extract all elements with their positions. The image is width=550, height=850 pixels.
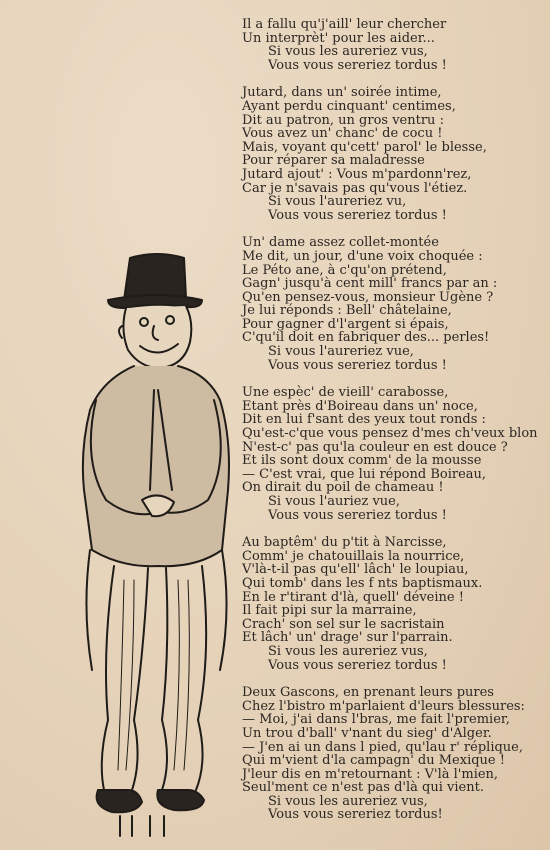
verse-line: N'est-c' pas qu'la couleur en est douce ? <box>242 439 508 455</box>
verse-line: Qu'en pensez-vous, monsieur Ugène ? <box>242 289 494 305</box>
verse-line: Pour gagner d'l'argent si épais, <box>242 316 449 332</box>
refrain-line: Vous vous sereriez tordus ! <box>268 357 447 373</box>
verse-line: V'là-t-il pas qu'ell' lâch' le loupiau, <box>242 562 469 578</box>
verse-line: Un' dame assez collet-montée <box>242 235 439 251</box>
refrain-line: Vous vous sereriez tordus! <box>268 807 443 823</box>
verse-line: Ayant perdu cinquant' centimes, <box>242 98 456 114</box>
stanza <box>242 536 542 672</box>
verse-line: Qui m'vient d'la campagn' du Mexique ! <box>242 753 505 769</box>
verse-line: Etant près d'Boireau dans un' noce, <box>242 398 478 414</box>
verse-line: Mais, voyant qu'cett' parol' le blesse, <box>242 139 487 155</box>
verse-line: Me dit, un jour, d'une voix choquée : <box>242 248 483 264</box>
verse-line: Jutard ajout' : Vous m'pardonn'rez, <box>242 166 472 182</box>
verse-line: En le r'tirant d'là, quell' déveine ! <box>242 589 464 605</box>
verse-line: Une espèc' de vieill' carabosse, <box>242 385 449 401</box>
verse-line: — J'en ai un dans l pied, qu'lau r' réplique, <box>242 739 523 755</box>
refrain-line: Vous vous sereriez tordus ! <box>268 657 447 673</box>
verse-line: — C'est vrai, que lui répond Boireau, <box>242 466 487 482</box>
stanza <box>242 686 542 822</box>
verse-line: Et ils sont doux comm' de la mousse <box>242 453 482 469</box>
verse-line: Je lui réponds : Bell' châtelaine, <box>242 303 452 319</box>
stanza <box>242 86 542 222</box>
stanza <box>242 236 542 372</box>
man-in-top-hat-illustration <box>62 250 242 840</box>
verse-line: J'leur dis en m'retournant : V'là l'mien, <box>242 766 499 782</box>
verse-line: Au baptêm' du p'tit à Narcisse, <box>242 535 447 551</box>
verse-line: — Moi, j'ai dans l'bras, me fait l'premier, <box>242 712 510 728</box>
refrain-line: Vous vous sereriez tordus ! <box>268 207 447 223</box>
verse-line: Chez l'bistro m'parlaient d'leurs blessures: <box>242 698 525 714</box>
refrain-line: Si vous les aureriez vus, <box>268 44 428 60</box>
verse-line: On dirait du poil de chameau ! <box>242 480 444 496</box>
refrain-line: Si vous les aureriez vus, <box>268 643 428 659</box>
refrain-line: Si vous l'aureriez vu, <box>268 194 407 210</box>
verse-line: Un trou d'ball' v'nant du sieg' d'Alger. <box>242 725 492 741</box>
verse-line: Il a fallu qu'j'aill' leur chercher <box>242 17 447 32</box>
stanza <box>242 386 542 522</box>
verse-line: Dit en lui f'sant des yeux tout ronds : <box>242 412 486 428</box>
refrain-line: Si vous l'aureriez vue, <box>268 344 414 360</box>
verse-line: Qui tomb' dans les f nts baptismaux. <box>242 575 483 591</box>
refrain-line: Vous vous sereriez tordus ! <box>268 507 447 523</box>
verse-line: C'qu'il doit en fabriquer des... perles! <box>242 330 490 346</box>
verse-line: Le Péto ane, à c'qu'on prétend, <box>242 262 447 278</box>
verse-line: Qu'est-c'que vous pensez d'mes ch'veux blon <box>242 426 538 442</box>
verse-line: Jutard, dans un' soirée intime, <box>242 85 442 101</box>
verse-line: Pour réparer sa maladresse <box>242 153 425 169</box>
verse-line: Seul'ment ce n'est pas d'là qui vient. <box>242 780 484 796</box>
verse-line: Crach' son sel sur le sacristain <box>242 616 445 632</box>
verse-line: Il fait pipi sur la marraine, <box>242 603 417 619</box>
stanza <box>242 18 542 72</box>
refrain-line: Vous vous sereriez tordus ! <box>268 57 447 73</box>
verse-line: Deux Gascons, en prenant leurs pures <box>242 685 494 701</box>
verse-line: Vous avez un' chanc' de cocu ! <box>242 126 443 142</box>
verse-line: Un interprèt' pour les aider... <box>242 30 435 46</box>
poem-text <box>242 18 542 836</box>
refrain-line: Si vous les aureriez vus, <box>268 793 428 809</box>
verse-line: Gagn' jusqu'à cent mill' francs par an : <box>242 276 498 292</box>
refrain-line: Si vous l'auriez vue, <box>268 494 400 509</box>
verse-line: Et lâch' un' drage' sur l'parrain. <box>242 630 453 646</box>
verse-line: Dit au patron, un gros ventru : <box>242 112 444 128</box>
verse-line: Car je n'savais pas qu'vous l'étiez. <box>242 180 468 196</box>
verse-line: Comm' je chatouillais la nourrice, <box>242 548 465 564</box>
